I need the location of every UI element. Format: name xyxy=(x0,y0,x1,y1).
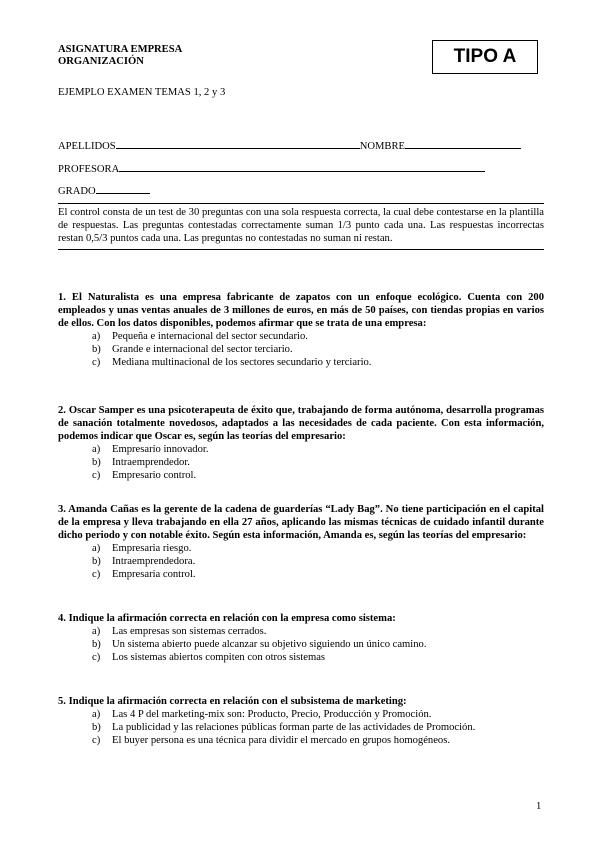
exam-type-box: TIPO A xyxy=(432,40,538,74)
subject-line-1: ASIGNATURA EMPRESA xyxy=(58,44,183,55)
exam-title: EJEMPLO EXAMEN TEMAS 1, 2 y 3 xyxy=(58,87,226,98)
option-letter: a) xyxy=(92,444,101,455)
profesora-blank[interactable] xyxy=(119,160,485,172)
answer-option xyxy=(92,721,544,734)
answer-option xyxy=(92,443,544,456)
option-text: Empresaria control. xyxy=(112,569,196,580)
option-letter: c) xyxy=(92,652,101,663)
profesora-row xyxy=(58,160,485,176)
answer-option xyxy=(92,555,544,568)
answer-option xyxy=(92,330,544,343)
answer-option xyxy=(92,638,544,651)
subject-heading xyxy=(58,44,182,68)
option-text: La publicidad y las relaciones públicas forman parte de las actividades de Promoción. xyxy=(112,722,476,733)
option-letter: b) xyxy=(92,556,101,567)
question-text: 5. Indique la afirmación correcta en relación con el subsistema de marketing: xyxy=(58,696,407,707)
apellidos-label: APELLIDOS xyxy=(58,141,116,152)
option-text: Grande e internacional del sector terciario. xyxy=(112,344,293,355)
answer-option xyxy=(92,625,544,638)
question-5 xyxy=(58,695,544,747)
answer-option xyxy=(92,356,544,369)
nombre-label: NOMBRE xyxy=(359,141,406,152)
option-text: Empresaria riesgo. xyxy=(112,543,192,554)
answer-option xyxy=(92,542,544,555)
question-text: 4. Indique la afirmación correcta en relación con la empresa como sistema: xyxy=(58,613,396,624)
instructions-top-rule xyxy=(58,203,544,204)
answer-option xyxy=(92,708,544,721)
option-text: Intraemprendedor. xyxy=(112,457,190,468)
question-2 xyxy=(58,404,544,482)
option-letter: c) xyxy=(92,735,101,746)
option-letter: c) xyxy=(92,357,101,368)
grado-blank[interactable] xyxy=(96,182,150,194)
question-text: 2. Oscar Samper es una psicoterapeuta de éxito que, trabajando de forma autónoma, desarrolla programas de sanación totalmente novedosos, adaptados a las necesidades de cada paciente. Con esta información, podemos indicar que Oscar es, según las teorías del empresario: xyxy=(58,405,544,442)
option-letter: b) xyxy=(92,639,101,650)
option-text: Las 4 P del marketing-mix son: Producto, Precio, Producción y Promoción. xyxy=(112,709,432,720)
instructions-bottom-rule xyxy=(58,249,544,250)
option-text: Empresario control. xyxy=(112,470,197,481)
answer-option xyxy=(92,456,544,469)
question-text: 1. El Naturalista es una empresa fabricante de zapatos con un enfoque ecológico. Cuenta con 200 empleados y unas ventas anuales de 3 millones de euros, en más de 50 países, con tiendas propias en varios de ellos. Con los datos disponibles, podemos afirmar que se trata de una empresa: xyxy=(58,292,544,329)
option-letter: a) xyxy=(92,331,101,342)
option-letter: b) xyxy=(92,722,101,733)
apellidos-nombre-row xyxy=(58,137,521,153)
answer-option xyxy=(92,568,544,581)
option-letter: a) xyxy=(92,626,101,637)
question-4 xyxy=(58,612,544,664)
option-text: El buyer persona es una técnica para dividir el mercado en grupos homogéneos. xyxy=(112,735,450,746)
option-letter: a) xyxy=(92,543,101,554)
answer-option xyxy=(92,734,544,747)
profesora-label: PROFESORA xyxy=(58,164,120,175)
option-text: Pequeña e internacional del sector secundario. xyxy=(112,331,308,342)
option-text: Intraemprendedora. xyxy=(112,556,196,567)
answer-option xyxy=(92,651,544,664)
nombre-blank[interactable] xyxy=(405,137,521,149)
grado-label: GRADO xyxy=(58,186,96,197)
option-letter: b) xyxy=(92,457,101,468)
instructions-text: El control consta de un test de 30 preguntas con una sola respuesta correcta, la cual debe contestarse en la plantilla de respuestas. Las preguntas contestadas correctamente suman 1/3 punto cada una. Las respuestas incorrectas restan 0,5/3 puntos cada una. Las preguntas no contestadas no suman ni restan. xyxy=(58,207,544,244)
apellidos-blank[interactable] xyxy=(116,137,360,149)
option-text: Las empresas son sistemas cerrados. xyxy=(112,626,267,637)
option-text: Los sistemas abiertos compiten con otros sistemas xyxy=(112,652,326,663)
answer-option xyxy=(92,343,544,356)
question-text: 3. Amanda Cañas es la gerente de la cadena de guarderías “Lady Bag”. No tiene participación en el capital de la empresa y lleva trabajando en ella 27 años, aplicando las mismas técnicas de cuidado infantil durante dicho periodo y con notable éxito. Según esta información, Amanda es, según las teorías del empresario: xyxy=(58,504,544,541)
grado-row xyxy=(58,182,150,198)
option-letter: a) xyxy=(92,709,101,720)
option-text: Mediana multinacional de los sectores secundario y terciario. xyxy=(112,357,372,368)
answer-option xyxy=(92,469,544,482)
page-number: 1 xyxy=(536,801,542,812)
option-letter: b) xyxy=(92,344,101,355)
option-text: Empresario innovador. xyxy=(112,444,209,455)
question-1 xyxy=(58,291,544,369)
question-3 xyxy=(58,503,544,581)
option-letter: c) xyxy=(92,470,101,481)
option-letter: c) xyxy=(92,569,101,580)
option-text: Un sistema abierto puede alcanzar su objetivo siguiendo un único camino. xyxy=(112,639,427,650)
subject-line-2: ORGANIZACIÓN xyxy=(58,56,144,67)
